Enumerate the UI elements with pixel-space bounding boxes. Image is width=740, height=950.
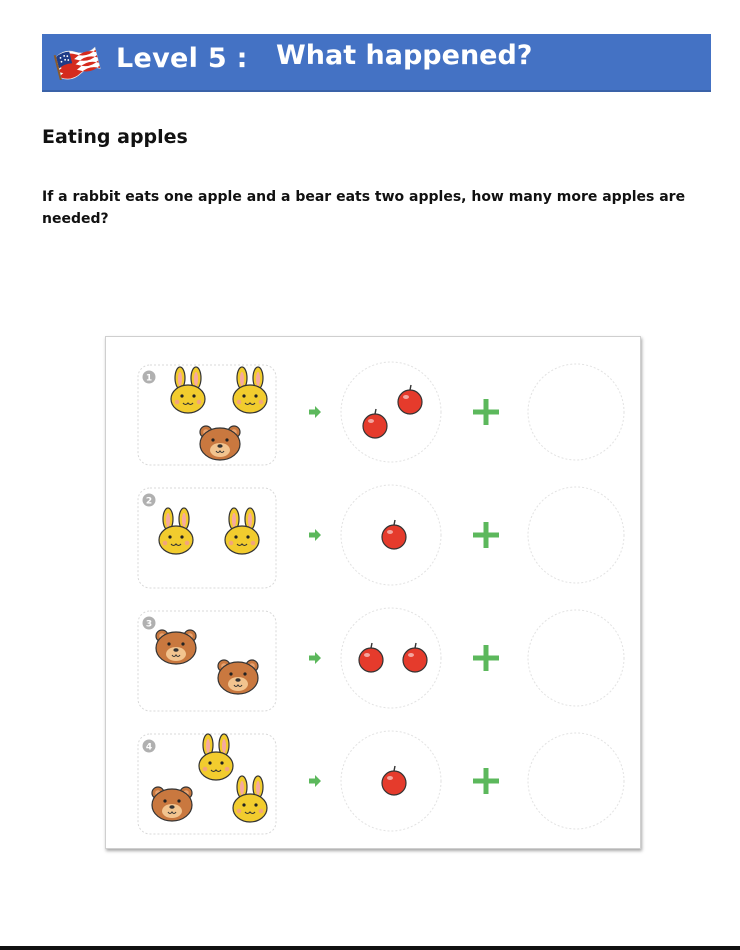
bear-icon bbox=[152, 787, 192, 821]
bear-icon bbox=[156, 630, 196, 664]
plus-icon bbox=[473, 645, 499, 671]
row-number: 4 bbox=[145, 742, 153, 753]
worksheet-drawing bbox=[106, 337, 640, 848]
answer-circle bbox=[528, 610, 624, 706]
page-bottom-border bbox=[0, 946, 740, 950]
exercise-row bbox=[138, 608, 624, 711]
row-number: 2 bbox=[145, 496, 153, 507]
arrow-right-icon bbox=[309, 652, 321, 664]
usa-flag-icon bbox=[52, 40, 102, 80]
bear-icon bbox=[218, 660, 258, 694]
section-title: Eating apples bbox=[42, 126, 188, 148]
plus-icon bbox=[473, 399, 499, 425]
question-text: If a rabbit eats one apple and a bear eats two apples, how many more apples are needed? bbox=[42, 189, 686, 227]
answer-circle bbox=[528, 364, 624, 460]
bear-icon bbox=[200, 426, 240, 460]
plus-icon bbox=[473, 768, 499, 794]
arrow-right-icon bbox=[309, 529, 321, 541]
answer-circle bbox=[528, 487, 624, 583]
exercise-row bbox=[138, 485, 624, 588]
header-banner bbox=[42, 34, 711, 92]
row-number: 3 bbox=[145, 619, 153, 630]
arrow-right-icon bbox=[309, 775, 321, 787]
row-number: 1 bbox=[145, 373, 153, 384]
arrow-right-icon bbox=[309, 406, 321, 418]
worksheet-panel bbox=[105, 336, 641, 849]
level-label: Level 5 : bbox=[116, 43, 248, 74]
answer-circle bbox=[528, 733, 624, 829]
page-title: What happened? bbox=[276, 40, 533, 71]
apple-circle bbox=[341, 362, 441, 462]
exercise-row bbox=[138, 731, 624, 834]
plus-icon bbox=[473, 522, 499, 548]
exercise-row bbox=[138, 362, 624, 465]
